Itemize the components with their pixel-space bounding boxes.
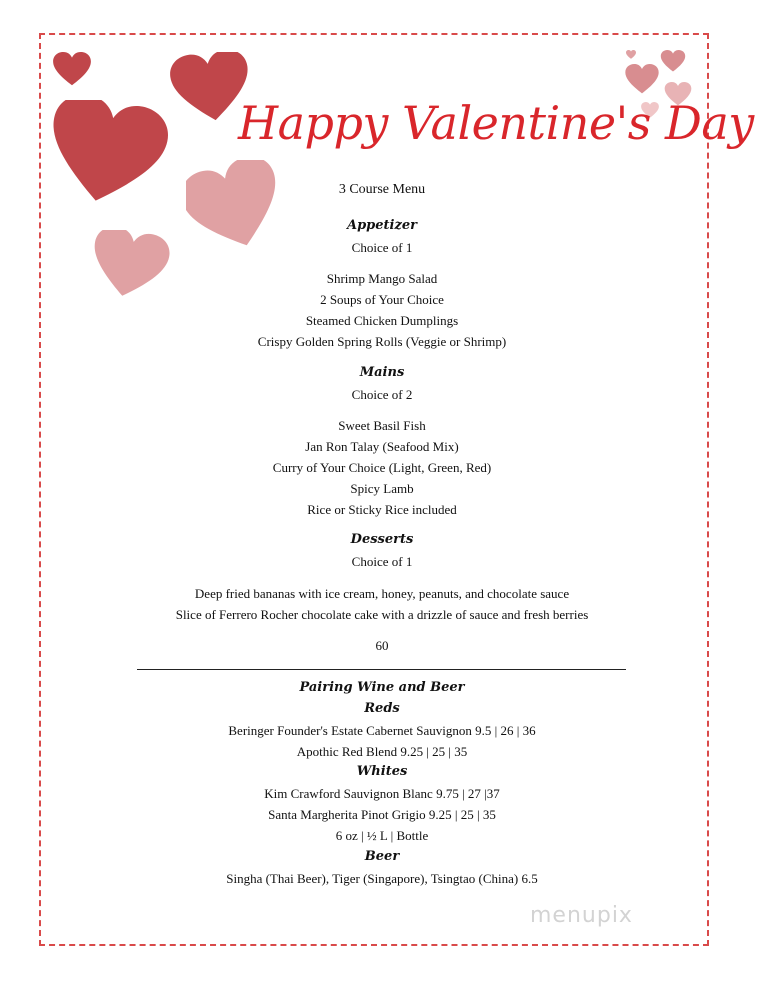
wine-item: Apothic Red Blend 9.25 | 25 | 35 — [296, 744, 468, 759]
menu-item: Deep fried bananas with ice cream, honey, peanuts, and chocolate sauce — [194, 586, 570, 601]
subtitle: 3 Course Menu — [338, 182, 426, 197]
appetizer-heading: Appetizer — [347, 218, 417, 233]
price: 60 — [375, 638, 389, 653]
menu-item: Sweet Basil Fish — [338, 418, 426, 433]
menu-item: Steamed Chicken Dumplings — [305, 313, 459, 328]
menu-item: Curry of Your Choice (Light, Green, Red) — [272, 460, 492, 475]
mains-heading: Mains — [359, 365, 405, 380]
desserts-heading: Desserts — [350, 532, 414, 547]
menu-item: Shrimp Mango Salad — [326, 271, 438, 286]
whites-heading: Whites — [356, 764, 408, 779]
reds-heading: Reds — [364, 701, 400, 716]
heart-icon — [52, 52, 92, 86]
menu-item: 2 Soups of Your Choice — [320, 292, 444, 307]
wine-item: Beringer Founder's Estate Cabernet Sauvignon 9.5 | 26 | 36 — [228, 723, 536, 738]
wine-item: Santa Margherita Pinot Grigio 9.25 | 25 | 35 — [268, 807, 496, 822]
heart-icon — [626, 50, 636, 59]
pairing-heading: Pairing Wine and Beer — [299, 680, 465, 695]
wine-item: Kim Crawford Sauvignon Blanc 9.75 | 27 |37 — [264, 786, 500, 801]
appetizer-choice: Choice of 1 — [351, 240, 413, 255]
page-title: Happy Valentine's Day — [238, 96, 754, 150]
pour-sizes: 6 oz | ½ L | Bottle — [335, 828, 429, 843]
menu-item: Slice of Ferrero Rocher chocolate cake with a drizzle of sauce and fresh berries — [175, 607, 589, 622]
menu-item: Spicy Lamb — [350, 481, 414, 496]
menu-item: Crispy Golden Spring Rolls (Veggie or Shrimp) — [257, 334, 507, 349]
menu-item: Jan Ron Talay (Seafood Mix) — [305, 439, 459, 454]
heart-icon — [660, 50, 686, 72]
watermark-logo: menupix — [530, 903, 633, 928]
mains-choice: Choice of 2 — [351, 387, 413, 402]
divider — [137, 669, 626, 670]
beer-heading: Beer — [364, 849, 400, 864]
menu-item: Rice or Sticky Rice included — [307, 502, 457, 517]
beer-item: Singha (Thai Beer), Tiger (Singapore), Tsingtao (China) 6.5 — [226, 871, 538, 886]
desserts-choice: Choice of 1 — [351, 554, 413, 569]
heart-icon — [624, 64, 660, 94]
